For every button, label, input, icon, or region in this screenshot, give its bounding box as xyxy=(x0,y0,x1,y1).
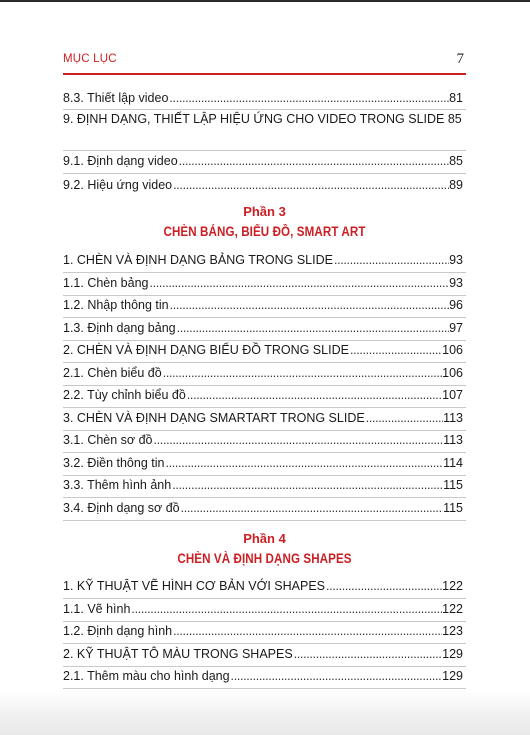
toc-entry-label: 3.2. Điền thông tin xyxy=(63,455,165,470)
toc-entry-label: 1.1. Vẽ hình xyxy=(63,601,131,616)
toc-entry[interactable] xyxy=(63,90,463,106)
dot-leader xyxy=(230,668,443,684)
toc-entry-page: 114 xyxy=(443,455,463,470)
toc-entry[interactable] xyxy=(63,153,463,169)
toc-entry-label: 2.2. Tùy chỉnh biểu đồ xyxy=(63,388,186,402)
toc-entry[interactable] xyxy=(63,455,463,471)
dot-leader xyxy=(186,387,442,403)
dot-leader xyxy=(168,90,449,106)
separator xyxy=(63,497,466,498)
page-number: 7 xyxy=(456,51,464,67)
toc-entry[interactable] xyxy=(63,477,463,493)
toc-entry[interactable] xyxy=(63,500,463,516)
page-bottom-shadow xyxy=(0,690,530,735)
separator xyxy=(63,340,466,341)
toc-entry-label: 2.1. Chèn biểu đồ xyxy=(63,365,162,380)
toc-entry-page: 89 xyxy=(449,178,463,192)
dot-leader xyxy=(178,153,449,169)
dot-leader xyxy=(162,365,442,381)
part-heading xyxy=(63,531,466,566)
toc-entry-page: 115 xyxy=(443,500,463,515)
toc-entry-label: 1.2. Định dạng hình xyxy=(63,624,173,638)
header-rule xyxy=(63,73,466,75)
toc-entry[interactable] xyxy=(63,320,463,336)
toc-entry-page: 129 xyxy=(442,646,463,661)
toc-entry-label: 1. KỸ THUẬT VẼ HÌNH CƠ BẢN VỚI SHAPES xyxy=(63,579,326,593)
separator xyxy=(63,475,466,476)
separator xyxy=(63,362,466,363)
separator xyxy=(63,109,466,110)
dot-leader xyxy=(172,177,449,193)
dot-leader xyxy=(365,410,443,426)
toc-entry-page: 85 xyxy=(449,154,463,168)
dot-leader xyxy=(169,297,449,313)
separator xyxy=(63,520,466,521)
toc-entry-page: 113 xyxy=(443,410,463,425)
toc-entry-label: 9.1. Định dạng video xyxy=(63,154,178,168)
top-border xyxy=(0,0,530,2)
page-header xyxy=(63,50,466,72)
separator xyxy=(63,598,466,599)
dot-leader xyxy=(130,601,442,617)
toc-entry-label: 3.3. Thêm hình ảnh xyxy=(63,478,172,492)
toc-entry[interactable] xyxy=(63,578,463,594)
separator xyxy=(63,272,466,273)
separator xyxy=(63,150,466,151)
toc-entry-page: 113 xyxy=(443,433,463,447)
separator xyxy=(63,688,466,689)
toc-entry-label: 2. KỸ THUẬT TÔ MÀU TRONG SHAPES xyxy=(63,646,293,661)
dot-leader xyxy=(171,477,443,493)
separator xyxy=(63,295,466,296)
toc-entry-page: 122 xyxy=(442,601,463,616)
toc-entry-page: 93 xyxy=(449,253,463,267)
toc-entry-page: 123 xyxy=(442,624,463,638)
toc-entry-page: 129 xyxy=(442,669,463,683)
header-title: MỤC LỤC xyxy=(63,53,117,65)
toc-entry-label: 8.3. Thiết lập video xyxy=(63,91,169,105)
toc-entry-label: 3.1. Chèn sơ đồ xyxy=(63,433,153,447)
part-number: Phần 3 xyxy=(243,204,286,219)
separator xyxy=(63,317,466,318)
toc-entry-page: 106 xyxy=(442,365,463,380)
toc-entry-page: 107 xyxy=(442,388,463,402)
toc-entry[interactable] xyxy=(63,252,463,268)
dot-leader xyxy=(149,275,450,291)
separator xyxy=(63,643,466,644)
separator xyxy=(63,430,466,431)
toc-entry[interactable] xyxy=(63,342,463,358)
separator xyxy=(63,621,466,622)
part-heading xyxy=(63,204,466,239)
toc-entry-label: 2. CHÈN VÀ ĐỊNH DẠNG BIỂU ĐỒ TRONG SLIDE xyxy=(63,343,349,357)
toc-entry-page: 122 xyxy=(442,579,463,593)
toc-entry-page: 115 xyxy=(443,478,463,492)
part-title: CHÈN VÀ ĐỊNH DẠNG SHAPES xyxy=(177,551,352,566)
toc-entry-label: 1.3. Định dạng bảng xyxy=(63,320,176,335)
toc-entry-label: 1.2. Nhập thông tin xyxy=(63,298,169,312)
toc-entry[interactable] xyxy=(63,601,463,617)
separator xyxy=(63,173,466,174)
toc-entry-page: 93 xyxy=(449,275,463,290)
toc-entry[interactable] xyxy=(63,177,463,193)
separator xyxy=(63,452,466,453)
toc-entry-page: 81 xyxy=(449,91,463,105)
dot-leader xyxy=(349,342,442,358)
toc-entry-label: 9. ĐỊNH DẠNG, THIẾT LẬP HIỆU ỨNG CHO VIDEO TRONG SLIDE 85 xyxy=(63,112,462,126)
toc-entry-label: 1.1. Chèn bảng xyxy=(63,275,149,290)
toc-entry-label: 3.4. Định dạng sơ đồ xyxy=(63,500,180,515)
toc-entry[interactable] xyxy=(63,432,463,448)
toc-entry[interactable] xyxy=(63,646,463,662)
part-number: Phần 4 xyxy=(243,531,286,546)
toc-entry-label: 9.2. Hiệu ứng video xyxy=(63,178,173,192)
dot-leader xyxy=(176,320,450,336)
part-title: CHÈN BẢNG, BIỂU ĐỒ, SMART ART xyxy=(163,224,366,239)
dot-leader xyxy=(180,500,443,516)
toc-entry[interactable] xyxy=(63,410,463,426)
toc-entry[interactable] xyxy=(63,668,463,684)
separator xyxy=(63,666,466,667)
toc-entry[interactable] xyxy=(63,387,463,403)
separator xyxy=(63,385,466,386)
dot-leader xyxy=(153,432,444,448)
separator xyxy=(63,407,466,408)
dot-leader xyxy=(325,578,442,594)
toc-entry-page: 106 xyxy=(442,343,463,357)
dot-leader xyxy=(333,252,449,268)
toc-entry-page: 97 xyxy=(449,320,463,335)
toc-entry-label: 2.1. Thêm màu cho hình dạng xyxy=(63,669,230,683)
toc-entry[interactable] xyxy=(63,110,463,128)
toc-entry-label: 3. CHÈN VÀ ĐỊNH DẠNG SMARTART TRONG SLIDE xyxy=(63,410,365,425)
dot-leader xyxy=(172,623,442,639)
toc-entry-page: 96 xyxy=(449,298,463,312)
toc-entry[interactable] xyxy=(63,365,463,381)
toc-entry-label: 1. CHÈN VÀ ĐỊNH DẠNG BẢNG TRONG SLIDE xyxy=(63,253,333,267)
dot-leader xyxy=(164,455,443,471)
toc-entry[interactable] xyxy=(63,623,463,639)
toc-entry[interactable] xyxy=(63,275,463,291)
toc-entry[interactable] xyxy=(63,297,463,313)
dot-leader xyxy=(293,646,442,662)
